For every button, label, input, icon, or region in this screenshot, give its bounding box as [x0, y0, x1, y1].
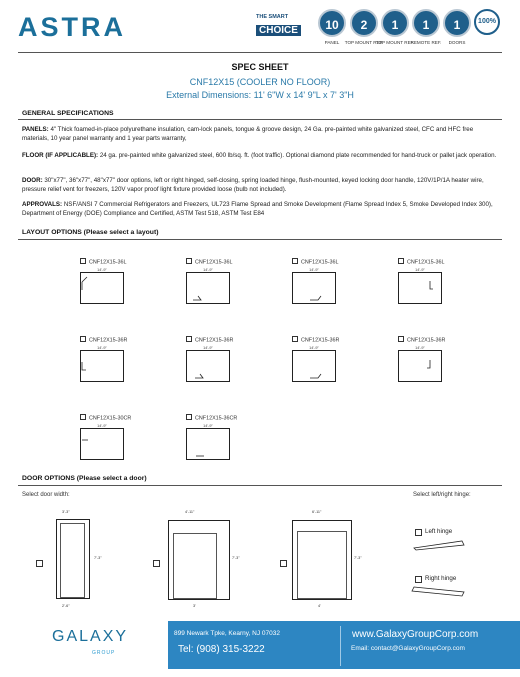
email-link[interactable]: Email: contact@GalaxyGroupCorp.com	[351, 645, 465, 652]
right-hinge-label: Right hinge	[425, 575, 457, 582]
layout-option-1[interactable]: CNF12X15-36L 14'-9"	[80, 258, 126, 304]
warranty-badge-remote: 1	[412, 9, 440, 37]
smart-line1: THE SMART	[256, 14, 289, 20]
door-bottom-dim: 3'	[193, 604, 196, 608]
address: 899 Newark Tpke, Kearny, NJ 07032	[174, 630, 280, 637]
external-dimensions: External Dimensions: 11' 6"W x 14' 9"L x 7' 3"H	[166, 90, 354, 100]
width-dim: 14'-9"	[415, 267, 425, 272]
badge-label: PANEL	[324, 40, 340, 45]
width-dim: 14'-9"	[309, 267, 319, 272]
floor-spec: FLOOR (IF APPLICABLE): 24 ga. pre-painted white galvanized steel, 600 lb/sq. ft. (foot traffic). Optional diamond plate recommended for hand-truck or pallet jack operation.	[22, 152, 497, 159]
door-height-dim: 7'-3"	[354, 556, 362, 560]
width-dim: 14'-9"	[97, 345, 107, 350]
right-hinge-icon	[410, 583, 470, 597]
width-dim: 14'-9"	[97, 267, 107, 272]
layout-option-9[interactable]: CNF12X15-30CR 14'-9"	[80, 414, 131, 460]
right-hinge-checkbox[interactable]	[415, 576, 422, 583]
galaxy-logo-sub: GROUP	[92, 650, 116, 656]
model-name: CNF12X15 (COOLER NO FLOOR)	[189, 77, 331, 87]
badge-label: DOORS	[448, 40, 466, 45]
width-dim: 14'-9"	[97, 423, 107, 428]
width-dim: 14'-9"	[203, 423, 213, 428]
layout-option-5[interactable]: CNF12X15-36R 14'-9"	[80, 336, 127, 382]
layout-option-4[interactable]: CNF12X15-36L 14'-9"	[398, 258, 444, 304]
layout-option-8[interactable]: CNF12X15-36R 14'-9"	[398, 336, 445, 382]
door-panel	[297, 531, 347, 599]
100-percent-badge: 100%	[474, 9, 500, 35]
hinge-caption: Select left/right hinge:	[413, 492, 471, 498]
layout-options-heading: LAYOUT OPTIONS (Please select a layout)	[22, 229, 159, 236]
panels-spec: PANELS: 4" Thick foamed-in-place polyurethane insulation, cam-lock panels, tongue & groove design, 24 Ga. pre-painted white galvanized steel, CFC and HFC free materials, 10 year panel warranty and 1 year parts warranty,	[22, 126, 474, 142]
door-top-dim: 6'-11"	[312, 510, 322, 514]
door-panel	[173, 533, 217, 599]
phone: Tel: (908) 315-3222	[178, 644, 265, 655]
warranty-badge-panel: 10	[318, 9, 346, 37]
layout-option-7[interactable]: CNF12X15-36R 14'-9"	[292, 336, 339, 382]
website-link[interactable]: www.GalaxyGroupCorp.com	[352, 629, 479, 640]
width-dim: 14'-9"	[309, 345, 319, 350]
door-width-checkbox-36[interactable]	[153, 560, 160, 567]
door-top-dim: 4'-11"	[185, 510, 195, 514]
layout-option-2[interactable]: CNF12X15-36L 14'-9"	[186, 258, 232, 304]
door-height-dim: 7'-3"	[94, 556, 102, 560]
door-width-checkbox-48[interactable]	[280, 560, 287, 567]
smart-line2: CHOICE	[256, 25, 301, 36]
door-height-dim: 7'-3"	[232, 556, 240, 560]
badge-label: TOP MOUNT REF.	[375, 40, 415, 45]
width-dim: 14'-9"	[415, 345, 425, 350]
door-spec: DOOR: 30"x77", 36"x77", 48"x77" door options, left or right hinged, self-closing, spring loaded hinge, flush-mounted, keyed locking door handle, 120V/1P/1A heater wire, pressure relief vent for freezers, 120V vapor proof light fixture provided loose (bulb not included).	[22, 177, 484, 193]
divider	[18, 485, 502, 486]
left-hinge-label: Left hinge	[425, 528, 453, 535]
left-hinge-checkbox[interactable]	[415, 529, 422, 536]
door-bottom-dim: 2'-6"	[62, 604, 70, 608]
width-dim: 14'-9"	[203, 345, 213, 350]
door-bottom-dim: 4'	[318, 604, 321, 608]
width-dim: 14'-9"	[203, 267, 213, 272]
astra-logo: ASTRA	[18, 12, 126, 42]
galaxy-logo: GALAXY	[52, 628, 129, 645]
layout-option-10[interactable]: CNF12X15-36CR 14'-9"	[186, 414, 237, 460]
door-width-caption: Select door width:	[22, 492, 70, 498]
door-options-heading: DOOR OPTIONS (Please select a door)	[22, 475, 147, 482]
badge-label: REMOTE REF.	[410, 40, 442, 45]
door-top-dim: 3'-3"	[62, 510, 70, 514]
page-title: SPEC SHEET	[231, 62, 289, 72]
warranty-badge-doors: 1	[443, 9, 471, 37]
door-width-checkbox-30[interactable]	[36, 560, 43, 567]
left-hinge-icon	[412, 537, 472, 551]
approvals-spec: APPROVALS: NSF/ANSI 7 Commercial Refrigerators and Freezers, UL723 Flame Spread and Smoke Development (Flame Spread Index 5, Smoke Developed Index 300), Department of Energy (DOE) Compliance and Certified, ASTM Test 518, ASTM Test E84	[22, 201, 493, 217]
door-panel	[60, 523, 85, 598]
general-specs-heading: GENERAL SPECIFICATIONS	[22, 110, 114, 117]
badge-label: TOP MOUNT REF.	[344, 40, 384, 45]
layout-option-6[interactable]: CNF12X15-36R 14'-9"	[186, 336, 233, 382]
layout-option-3[interactable]: CNF12X15-36L 14'-9"	[292, 258, 338, 304]
warranty-badge-topmount: 2	[350, 9, 378, 37]
footer-divider	[340, 626, 341, 666]
warranty-badge-topmount2: 1	[381, 9, 409, 37]
